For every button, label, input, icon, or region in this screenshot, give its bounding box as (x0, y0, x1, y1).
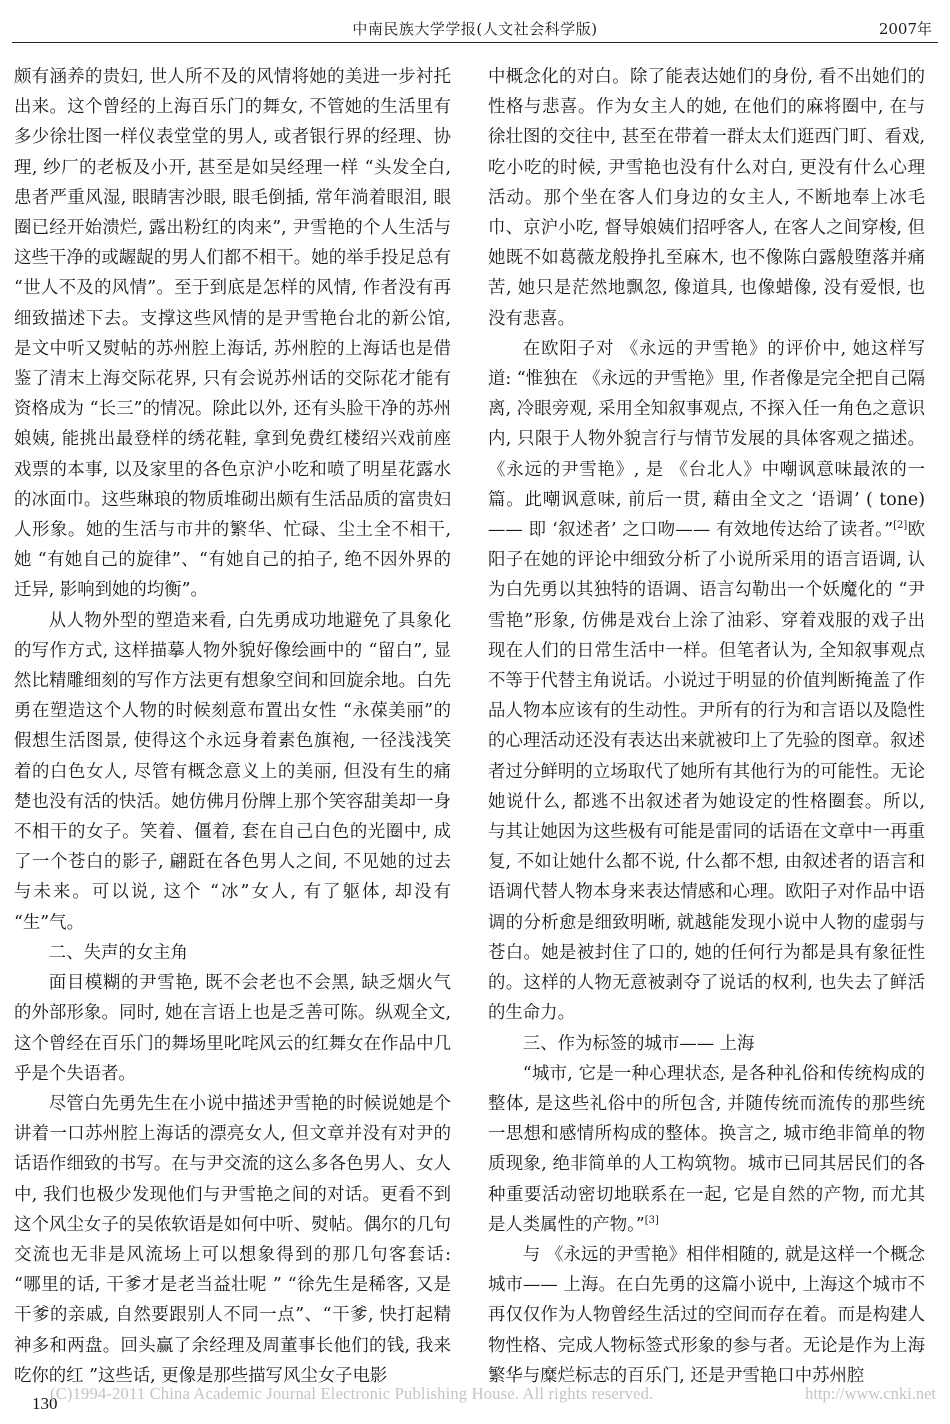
left-column (14, 62, 451, 1391)
paragraph: 从人物外型的塑造来看, 白先勇成功地避免了具象化的写作方式, 这样描摹人物外貌好像绘画中的 “留白”, 显然比精雕细刻的写作方法更有想象空间和回旋余地。白先勇在塑造这个人物的时候刻意布置出女性 “永葆美丽”的假想生活图景, 使得这个永远身着素色旗袍, 一径浅浅笑着的白色女人, 尽管有概念意义上的美丽, 但没有生的痛楚也没有活的快活。她仿佛月份牌上那个笑容甜美却一身不相干的女子。笑着、僵着, 套在自己白色的光圈中, 成了一个苍白的影子, 翩跹在各色男人之间, 不见她的过去与未来。可以说, 这个 “冰”女人, 有了躯体, 却没有 “生”气。 (14, 610, 451, 933)
paragraph: 与 《永远的尹雪艳》相伴相随的, 就是这样一个概念城市—— 上海。在白先勇的这篇小说中, 上海这个城市不再仅仅作为人物曾经生活过的空间而存在着。而是构建人物性格、完成人物标签式形象的参与者。无论是作为上海繁华与糜烂标志的百乐门, 还是尹雪艳口中苏州腔 (488, 1244, 925, 1386)
paragraph: 中概念化的对白。除了能表达她们的身份, 看不出她们的性格与悲喜。作为女主人的她, 在他们的麻将圈中, 在与徐壮图的交往中, 甚至在带着一群太太们逛西门町、看戏, 吃小吃的时候, 尹雪艳也没有什么对白, 更没有什么心理活动。那个坐在客人们身边的女主人, 不断地奉上冰毛巾、京沪小吃, 督导娘姨们招呼客人, 在客人之间穿梭, 但她既不如葛薇龙般挣扎至麻木, 也不像陈白露般堕落并痛苦, 她只是茫然地飘忽, 像道具, 也像蜡像, 没有爱恨, 也没有悲喜。 (488, 67, 925, 329)
paragraph: 尽管白先勇先生在小说中描述尹雪艳的时候说她是个讲着一口苏州腔上海话的漂亮女人, 但文章并没有对尹的话语作细致的书写。在与尹交流的这么多各色男人、女人中, 我们也极少发现他们与尹雪艳之间的对话。更看不到这个风尘女子的吴侬软语是如何中听、熨帖。偶尔的几句交流也无非是风流场上可以想象得到的那几句客套话: “哪里的话, 干爹才是老当益壮呢 ” “徐先生是稀客, 又是干爹的亲戚, 自然要跟别人不同一点”、“干爹, 快打起精神多和两盘。回头赢了余经理及周董事长他们的钱, 我来吃你的红 ”这些话, 更像是那些描写风尘女子电影 (14, 1093, 451, 1386)
copyright-watermark: (C)1994-2011 China Academic Journal Electronic Publishing House. All rights reserved. (50, 1384, 654, 1403)
paragraph-continuation: 欧阳子在她的评论中细致分析了小说所采用的语言语调, 认为白先勇以其独特的语调、语言勾勒出一个妖魔化的 “尹雪艳”形象, 仿佛是戏台上涂了油彩、穿着戏服的戏子出现在人们的日常生活中一样。但笔者认为, 全知叙事观点不等于代替主角说话。小说过于明显的价值判断掩盖了作品人物本应该有的生动性。尹所有的行为和言语以及隐性的心理活动还没有表达出来就被印上了先验的图章。叙述者过分鲜明的立场取代了她所有其他行为的可能性。无论她说什么, 都逃不出叙述者为她设定的性格圈套。所以, 与其让她因为这些极有可能是雷同的话语在文章中一再重复, 不如让她什么都不说, 什么都不想, 由叙述者的语言和语调代替人物本身来表达情感和心理。欧阳子对作品中语调的分析愈是细致明晰, 就越能发现小说中人物的虚弱与苍白。她是被封住了口的, 她的任何行为都是具有象征性的。这样的人物无意被剥夺了说话的权利, 也失去了鲜活的生命力。 (488, 520, 925, 1024)
paragraph: 面目模糊的尹雪艳, 既不会老也不会黑, 缺乏烟火气的外部形象。同时, 她在言语上也是乏善可陈。纵观全文, 这个曾经在百乐门的舞场里叱咤风云的红舞女在作品中几乎是个失语者。 (14, 973, 451, 1084)
quote-text: 在欧阳子对 《永远的尹雪艳》的评价中, 她这样写道: “惟独在 《永远的尹雪艳》里, 作者像是完全把自己隔离, 冷眼旁观, 采用全知叙事观点, 不探入任一角色之意识内, 只限于人物外貌言行与情节发展的具体客观之描述。《永远的尹雪艳》, 是 《台北人》中嘲讽意味最浓的一篇。此嘲讽意味, 前后一贯, 藉由全文之 ‘语调’ ( tone) —— 即 ‘叙述者’ 之口吻—— 有效地传达给了读者。” (488, 338, 925, 541)
site-watermark: http://www.cnki.net (805, 1384, 936, 1403)
page-number: 130 (32, 1394, 58, 1413)
section-heading: 二、失声的女主角 (48, 942, 188, 963)
paragraph (488, 1059, 925, 1240)
paragraph: 颇有涵养的贵妇, 世人所不及的风情将她的美进一步衬托出来。这个曾经的上海百乐门的舞女, 不管她的生活里有多少徐壮图一样仪表堂堂的男人, 或者银行界的经理、协理, 纱厂的老板及小开, 甚至是如吴经理一样 “头发全白, 患者严重风湿, 眼睛害沙眼, 眼毛倒插, 常年淌着眼泪, 眼圈已经开始溃烂, 露出粉红的肉来”, 尹雪艳的个人生活与这些干净的或龌龊的男人们都不相干。她的举手投足总有 “世人不及的风情”。至于到底是怎样的风情, 作者没有再细致描述下去。支撑这些风情的是尹雪艳台北的新公馆, 是文中听又熨帖的苏州腔上海话, 苏州腔的上海话也是借鉴了清末上海交际花界, 只有会说苏州话的交际花才能有资格成为 “长三”的情况。除此以外, 还有头脸干净的苏州娘姨, 能挑出最登样的绣花鞋, 拿到免费红楼绍兴戏前座戏票的本事, 以及家里的各色京沪小吃和喷了明星花露水的冰面巾。这些琳琅的物质堆砌出颇有生活品质的富贵妇人形象。她的生活与市井的繁华、忙碌、尘土全不相干, 她 “有她自己的旋律”、“有她自己的拍子, 绝不因外界的迁异, 影响到她的均衡”。 (14, 67, 451, 601)
page-footer (12, 1384, 938, 1416)
page-header (12, 16, 938, 43)
journal-title: 中南民族大学学报(人文社会科学版) (352, 20, 598, 38)
journal-year: 2007年 (878, 20, 932, 38)
section-heading: 三、作为标签的城市—— 上海 (522, 1033, 755, 1054)
citation-marker: [3] (644, 1214, 659, 1226)
paragraph (488, 334, 925, 1029)
right-column (488, 62, 925, 1391)
citation-marker: [2] (893, 520, 908, 532)
quote-text: “城市, 它是一种心理状态, 是各种礼俗和传统构成的整体, 是这些礼俗中的所包含, 并随传统而流传的那些统一思想和感情所构成的整体。换言之, 城市绝非简单的物质现象, 绝非简单的人工构筑物。城市已同其居民们的各种重要活动密切地联系在一起, 它是自然的产物, 而尤其是人类属性的产物。” (488, 1063, 925, 1235)
